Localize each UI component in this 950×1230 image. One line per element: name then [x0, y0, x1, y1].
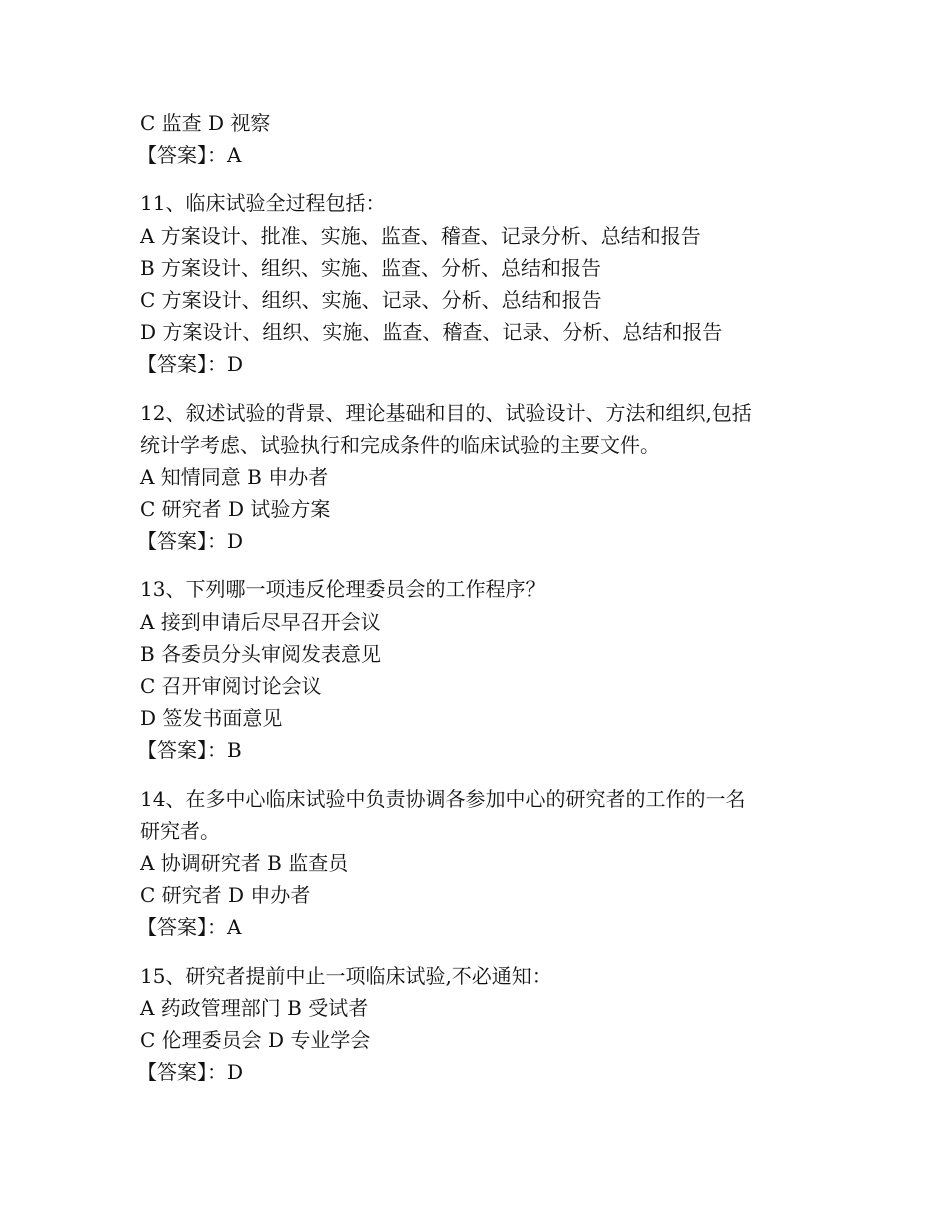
question-stem: 12、叙述试验的背景、理论基础和目的、试验设计、方法和组织,包括	[140, 400, 752, 425]
question-12	[137, 397, 820, 558]
option-line: A 协调研究者 B 监查员	[140, 850, 349, 875]
question-15	[137, 960, 820, 1089]
option-line: B 方案设计、组织、实施、监查、分析、总结和报告	[140, 255, 602, 280]
answer-line: 【答案】：A	[137, 915, 242, 940]
question-14	[137, 783, 820, 944]
document-page	[137, 107, 820, 1088]
option-line: C 伦理委员会 D 专业学会	[140, 1027, 371, 1052]
option-line: A 接到申请后尽早召开会议	[140, 609, 381, 634]
option-line: D 签发书面意见	[140, 706, 283, 731]
option-line: A 知情同意 B 申办者	[140, 464, 329, 489]
question-stem: 统计学考虑、试验执行和完成条件的临床试验的主要文件。	[140, 432, 660, 457]
question-11	[137, 187, 820, 380]
answer-line: 【答案】：A	[137, 143, 242, 168]
option-line: D 方案设计、组织、实施、监查、稽查、记录、分析、总结和报告	[140, 320, 723, 345]
answer-line: 【答案】：D	[137, 1060, 244, 1085]
question-stem: 14、在多中心临床试验中负责协调各参加中心的研究者的工作的一名	[140, 786, 746, 811]
question-13	[137, 573, 820, 766]
option-line: A 药政管理部门 B 受试者	[140, 995, 369, 1020]
question-10-continuation	[137, 107, 820, 171]
answer-line: 【答案】：D	[137, 352, 244, 377]
option-line: C 方案设计、组织、实施、记录、分析、总结和报告	[140, 287, 602, 312]
answer-line: 【答案】：D	[137, 529, 244, 554]
option-line: C 研究者 D 试验方案	[140, 497, 331, 522]
question-stem: 研究者。	[140, 818, 220, 843]
option-line: C 召开审阅讨论会议	[140, 674, 322, 698]
option-line: B 各委员分头审阅发表意见	[140, 641, 382, 666]
option-line: A 方案设计、批准、实施、监查、稽查、记录分析、总结和报告	[140, 223, 701, 248]
question-stem: 15、研究者提前中止一项临床试验,不必通知：	[140, 963, 552, 988]
option-line: C 监查 D 视察	[140, 111, 271, 135]
answer-line: 【答案】：B	[137, 738, 242, 763]
option-line: C 研究者 D 申办者	[140, 883, 311, 908]
question-stem: 11、临床试验全过程包括：	[140, 191, 386, 216]
question-stem: 13、下列哪一项违反伦理委员会的工作程序？	[140, 577, 546, 602]
